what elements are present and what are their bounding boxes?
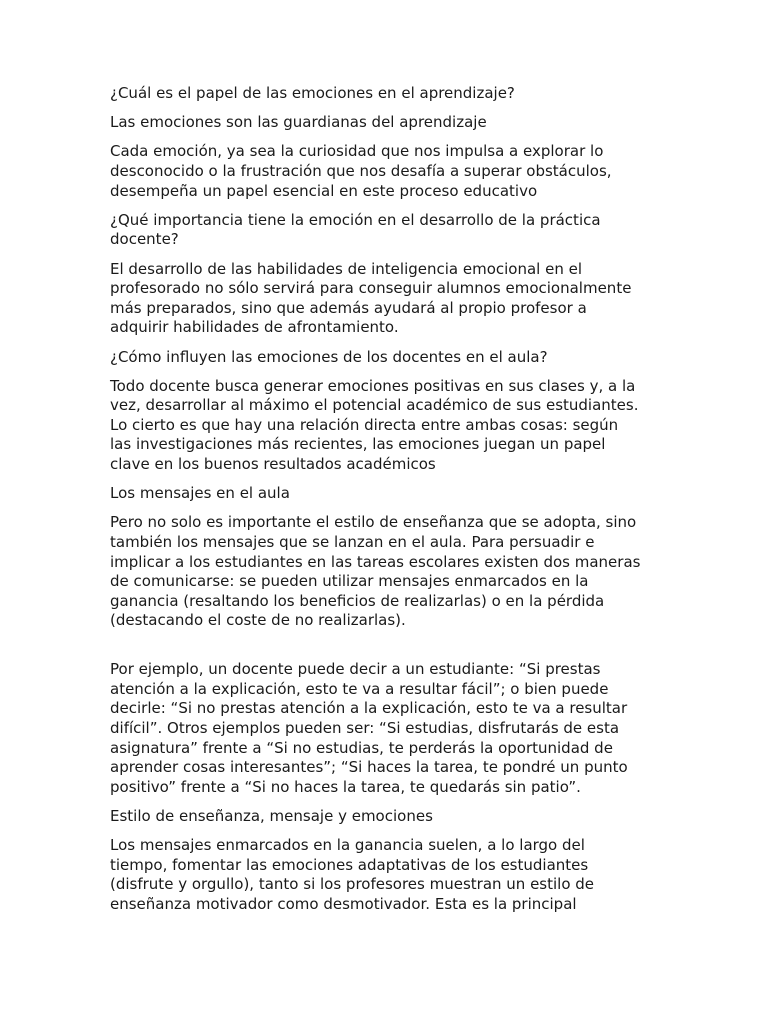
text-line: aprender cosas interesantes”; “Si haces la tarea, te pondré un punto	[110, 758, 628, 777]
body-paragraph	[110, 660, 662, 797]
text-line: Todo docente busca generar emociones positivas en sus clases y, a la	[110, 376, 636, 395]
text-line: Por ejemplo, un docente puede decir a un estudiante: “Si prestas	[110, 660, 601, 679]
text-line: ganancia (resaltando los beneficios de realizarlas) o en la pérdida	[110, 591, 605, 610]
text-line: también los mensajes que se lanzan en el aula. Para persuadir e	[110, 533, 595, 552]
text-line: adquirir habilidades de afrontamiento.	[110, 318, 399, 337]
text-line: Pero no solo es importante el estilo de enseñanza que se adopta, sino	[110, 513, 637, 532]
text-line: enseñanza motivador como desmotivador. Esta es la principal	[110, 894, 577, 913]
text-line: tiempo, fomentar las emociones adaptativas de los estudiantes	[110, 855, 589, 874]
question-heading	[110, 211, 662, 250]
text-line: Lo cierto es que hay una relación directa entre ambas cosas: según	[110, 415, 619, 434]
text-line: vez, desarrollar al máximo el potencial académico de sus estudiantes.	[110, 396, 639, 415]
text-line: de comunicarse: se pueden utilizar mensajes enmarcados en la	[110, 572, 589, 591]
text-line: (destacando el coste de no realizarlas).	[110, 611, 406, 630]
body-paragraph	[110, 377, 662, 475]
body-paragraph	[110, 513, 662, 631]
text-line: profesorado no sólo servirá para conseguir alumnos emocionalmente	[110, 279, 632, 298]
text-line: Cada emoción, ya sea la curiosidad que nos impulsa a explorar lo	[110, 142, 604, 161]
text-line: Estilo de enseñanza, mensaje y emociones	[110, 806, 433, 825]
body-paragraph	[110, 836, 662, 914]
text-line: positivo” frente a “Si no haces la tarea, te quedarás sin patio”.	[110, 777, 581, 796]
answer-paragraph	[110, 113, 662, 133]
text-line: (disfrute y orgullo), tanto si los profesores muestran un estilo de	[110, 875, 595, 894]
text-line: desempeña un papel esencial en este proceso educativo	[110, 181, 538, 200]
body-paragraph	[110, 260, 662, 338]
text-line: asignatura” frente a “Si no estudias, te perderás la oportunidad de	[110, 738, 613, 757]
body-paragraph	[110, 142, 662, 201]
text-line: más preparados, sino que además ayudará al propio profesor a	[110, 298, 587, 317]
text-line: Las emociones son las guardianas del aprendizaje	[110, 113, 487, 132]
text-line: difícil”. Otros ejemplos pueden ser: “Si estudias, disfrutarás de esta	[110, 718, 620, 737]
section-heading	[110, 484, 662, 504]
text-line: las investigaciones más recientes, las emociones juegan un papel	[110, 435, 606, 454]
blank-line	[110, 641, 662, 661]
text-line: atención a la explicación, esto te va a resultar fácil”; o bien puede	[110, 679, 609, 698]
text-line: desconocido o la frustración que nos desafía a superar obstáculos,	[110, 161, 612, 180]
text-line: Los mensajes en el aula	[110, 484, 290, 503]
text-line: ¿Qué importancia tiene la emoción en el desarrollo de la práctica	[110, 210, 601, 229]
text-line: implicar a los estudiantes en las tareas escolares existen dos maneras	[110, 552, 641, 571]
text-line: El desarrollo de las habilidades de inteligencia emocional en el	[110, 259, 583, 278]
text-line: clave en los buenos resultados académicos	[110, 455, 436, 474]
section-heading	[110, 807, 662, 827]
question-heading	[110, 84, 662, 104]
text-line: decirle: “Si no prestas atención a la explicación, esto te va a resultar	[110, 699, 628, 718]
text-line: ¿Cuál es el papel de las emociones en el aprendizaje?	[110, 84, 515, 102]
text-line: ¿Cómo influyen las emociones de los docentes en el aula?	[110, 347, 548, 366]
question-heading	[110, 348, 662, 368]
text-line: Los mensajes enmarcados en la ganancia suelen, a lo largo del	[110, 836, 585, 855]
text-line: docente?	[110, 230, 179, 249]
document-page	[110, 84, 662, 924]
